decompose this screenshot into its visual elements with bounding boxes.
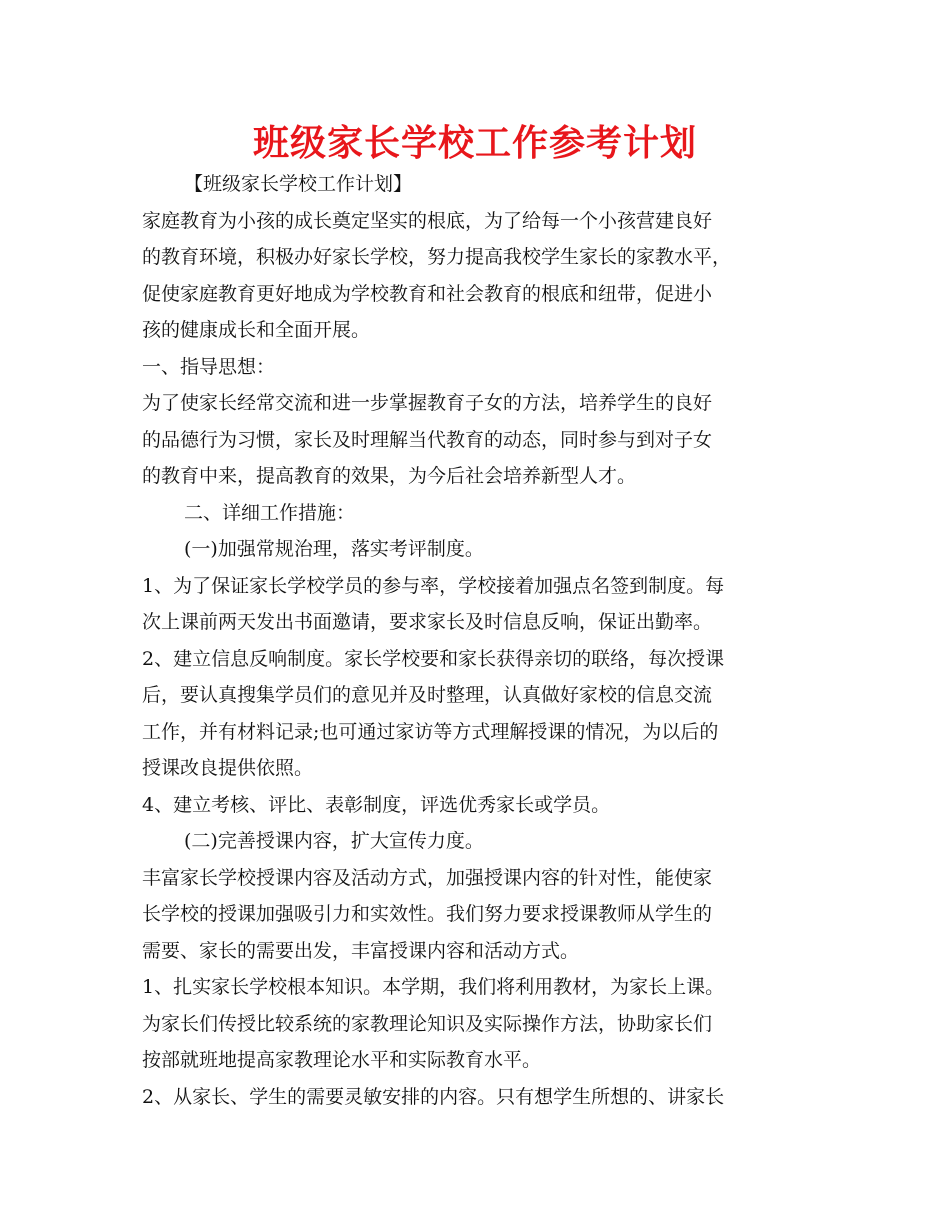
text-line: (二)完善授课内容，扩大宣传力度。 xyxy=(184,830,484,852)
text-line: 4、建立考核、评比、表彰制度，评选优秀家长或学员。 xyxy=(142,793,611,816)
text-line: 促使家庭教育更好地成为学校教育和社会教育的根底和纽带，促进小 xyxy=(142,282,713,305)
text-line: 2、从家长、学生的需要灵敏安排的内容。只有想学生所想的、讲家长 xyxy=(142,1085,725,1108)
text-line: 的品德行为习惯，家长及时理解当代教育的动态，同时参与到对子女 xyxy=(142,428,713,451)
text-line: 为家长们传授比较系统的家教理论知识及实际操作方法，协助家长们 xyxy=(142,1012,713,1035)
text-line: 【班级家长学校工作计划】 xyxy=(184,173,413,195)
text-line: 1、为了保证家长学校学员的参与率，学校接着加强点名签到制度。每 xyxy=(142,574,725,597)
text-line: 一、指导思想： xyxy=(142,355,276,378)
text-line: 按部就班地提高家教理论水平和实际教育水平。 xyxy=(142,1049,542,1071)
text-line: 2、建立信息反响制度。家长学校要和家长获得亲切的联络，每次授课 xyxy=(142,647,725,670)
text-line: 需要、家长的需要出发，丰富授课内容和活动方式。 xyxy=(142,939,580,962)
text-line: 为了使家长经常交流和进一步掌握教育子女的方法，培养学生的良好 xyxy=(142,392,713,414)
document-body xyxy=(142,166,822,1115)
text-line: 二、详细工作措施： xyxy=(184,501,356,524)
text-line: 1、扎实家长学校根本知识。本学期，我们将利用教材，为家长上课。 xyxy=(142,976,725,998)
text-line: 的教育中来，提高教育的效果，为今后社会培养新型人才。 xyxy=(142,465,637,487)
document-title: 班级家长学校工作参考计划 xyxy=(252,123,697,164)
text-line: 的教育环境，积极办好家长学校，努力提高我校学生家长的家教水平， xyxy=(142,246,732,268)
text-line: 丰富家长学校授课内容及活动方式，加强授课内容的针对性，能使家 xyxy=(142,866,713,889)
text-line: 后，要认真搜集学员们的意见并及时整理，认真做好家校的信息交流 xyxy=(142,684,713,706)
text-line: 授课改良提供依照。 xyxy=(142,757,314,779)
text-line: 次上课前两天发出书面邀请，要求家长及时信息反响，保证出勤率。 xyxy=(142,611,713,633)
text-line: (一)加强常规治理，落实考评制度。 xyxy=(184,538,484,560)
text-line: 孩的健康成长和全面开展。 xyxy=(142,319,371,341)
text-line: 长学校的授课加强吸引力和实效性。我们努力要求授课教师从学生的 xyxy=(142,903,713,925)
text-line: 工作，并有材料记录;也可通过家访等方式理解授课的情况，为以后的 xyxy=(142,720,719,743)
text-line: 家庭教育为小孩的成长奠定坚实的根底，为了给每一个小孩营建良好 xyxy=(142,209,713,232)
